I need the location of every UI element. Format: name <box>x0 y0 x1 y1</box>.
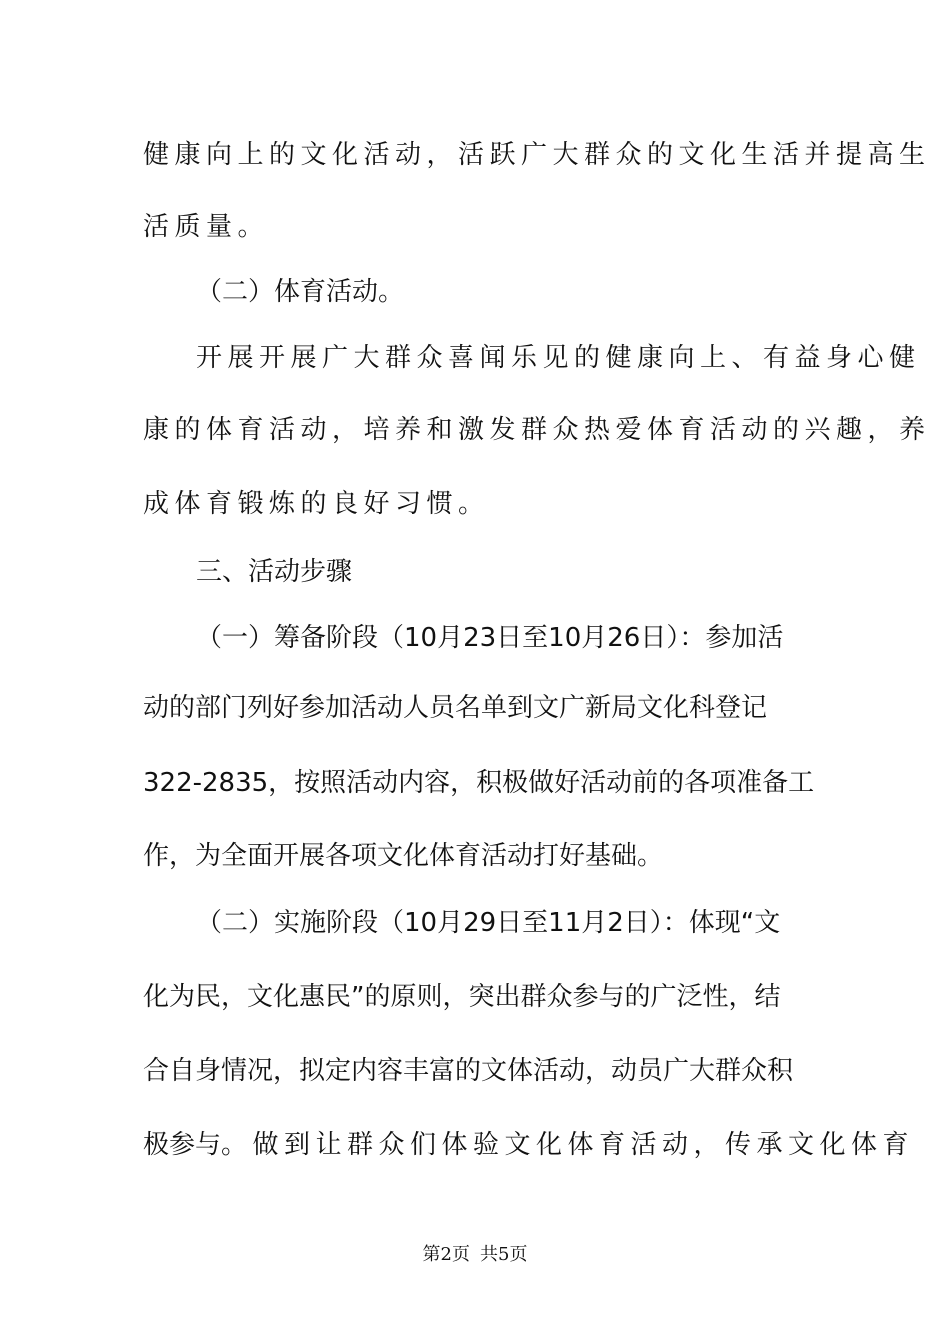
body-text-line: 成体育锻炼的良好习惯。 <box>143 489 490 519</box>
body-text-line: 作，为全面开展各项文化体育活动打好基础。 <box>143 841 664 871</box>
body-text-line: 活质量。 <box>143 212 270 242</box>
subsection-heading: （二）体育活动。 <box>196 277 405 307</box>
body-text-line: 合自身情况，拟定内容丰富的文体活动，动员广大群众积 <box>143 1056 794 1086</box>
body-text-line: 化为民，文化惠民”的原则，突出群众参与的广泛性，结 <box>143 982 781 1012</box>
body-text-line: （二）实施阶段（10月29日至11月2日）：体现“文 <box>196 908 781 938</box>
section-heading: 三、活动步骤 <box>196 557 353 587</box>
body-text-line: 健康向上的文化活动，活跃广大群众的文化生活并提高生 <box>143 140 931 170</box>
body-text-line: 动的部门列好参加活动人员名单到文广新局文化科登记 <box>143 693 768 723</box>
body-text-segment: 。做到让群众们体验文化体育活动，传承文化体育 <box>221 1130 915 1160</box>
body-text-segment: 极参与 <box>143 1130 222 1160</box>
body-text-line: （一）筹备阶段（10月23日至10月26日）：参加活 <box>196 623 784 653</box>
page-footer <box>0 1243 950 1267</box>
page-number: 第2页 <box>422 1244 470 1265</box>
body-text-line: 322-2835，按照活动内容，积极做好活动前的各项准备工 <box>143 768 815 798</box>
body-text-line: 康的体育活动，培养和激发群众热爱体育活动的兴趣，养 <box>143 415 931 445</box>
body-text-line <box>143 1128 914 1162</box>
body-text-line: 开展开展广大群众喜闻乐见的健康向上、有益身心健 <box>196 343 921 373</box>
page-total: 共5页 <box>480 1244 528 1265</box>
